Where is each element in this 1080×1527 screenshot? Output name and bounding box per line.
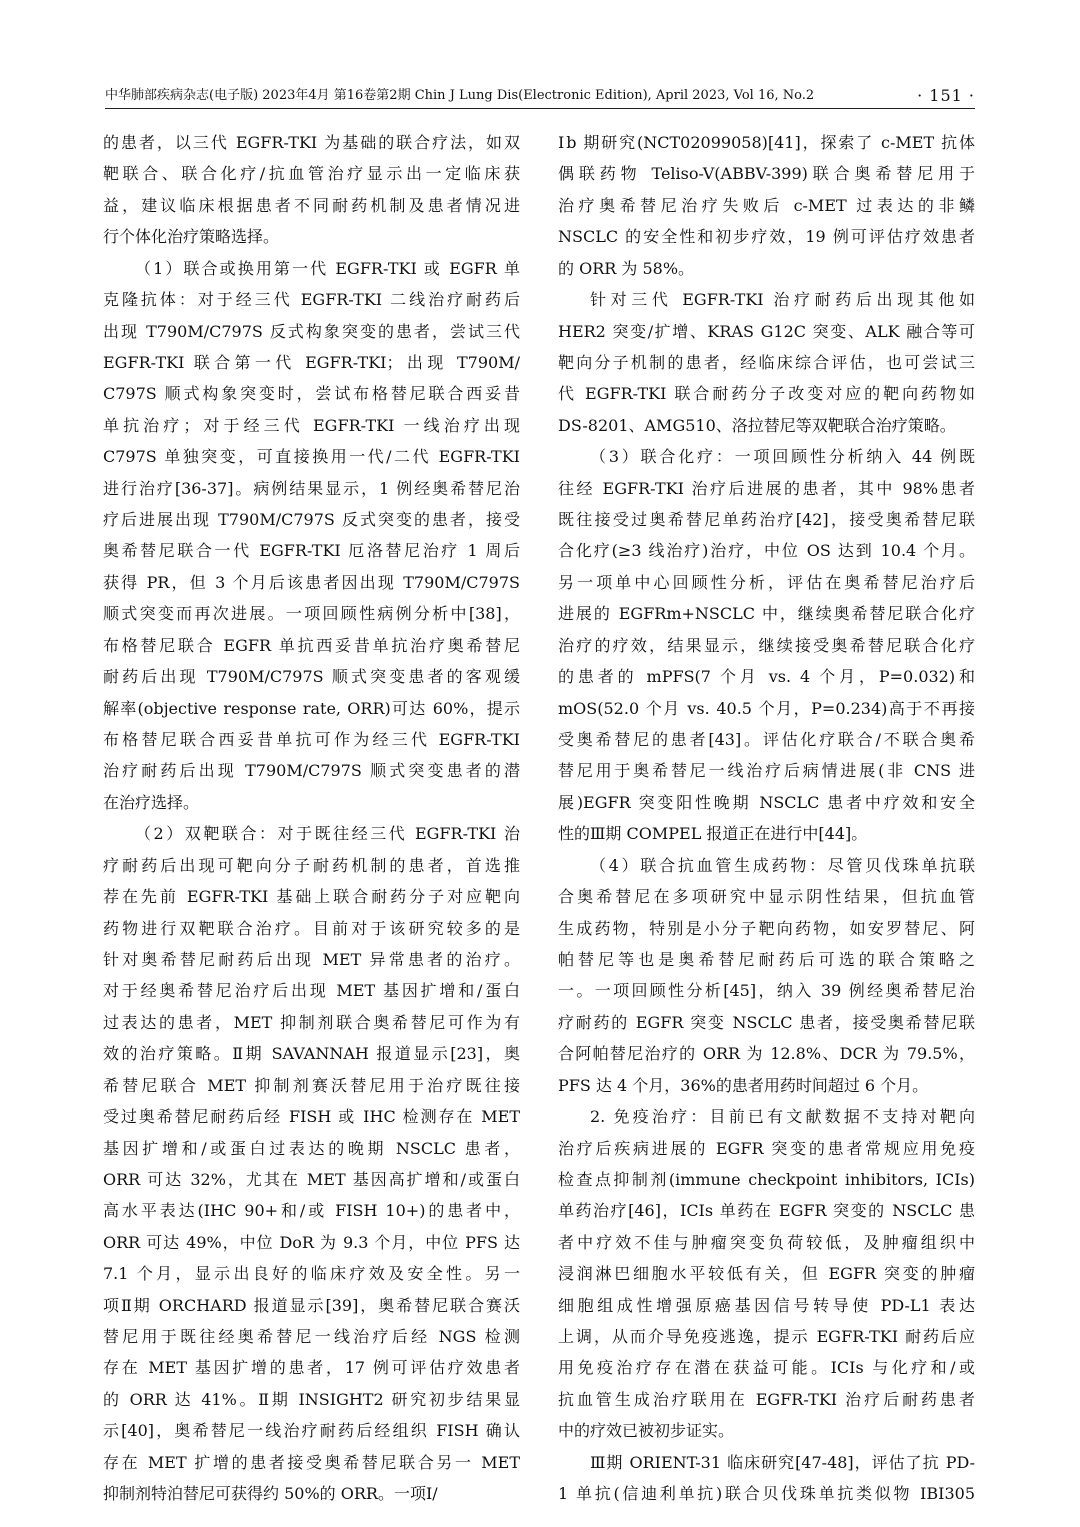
text-line: 靶联合、联合化疗/抗血管治疗显示出一定临床获 (103, 164, 520, 184)
text-line: 治疗的疗效，结果显示，继续接受奥希替尼联合化疗 (558, 635, 975, 655)
text-line: 在治疗选择。 (103, 792, 200, 812)
text-line: 帕替尼等也是奥希替尼耐药后可选的联合策略之 (558, 949, 975, 969)
text-line: 存在 MET 扩增的患者接受奥希替尼联合另一 MET (103, 1452, 520, 1472)
text-line: （3）联合化疗：一项回顾性分析纳入 44 例既 (590, 447, 975, 467)
text-line: 存在 MET 基因扩增的患者，17 例可评估疗效患者 (103, 1358, 520, 1378)
text-line: 获得 PR，但 3 个月后该患者因出现 T790M/C797S (103, 572, 520, 592)
text-line: 受奥希替尼的患者[43]。评估化疗联合/不联合奥希 (558, 730, 975, 750)
text-line: C797S 顺式构象突变时，尝试布格替尼联合西妥昔 (103, 384, 520, 404)
text-line: 往经 EGFR-TKI 治疗后进展的患者，其中 98%患者 (558, 478, 975, 498)
text-line: DS-8201、AMG510、洛拉替尼等双靶联合治疗策略。 (558, 415, 956, 435)
text-line: HER2 突变/扩增、KRAS G12C 突变、ALK 融合等可 (558, 321, 975, 341)
text-line: 检查点抑制剂(immune checkpoint inhibitors, ICIs) (558, 1169, 975, 1189)
text-line: 治疗奥希替尼治疗失败后 c-MET 过表达的非鳞 (558, 195, 975, 215)
text-line: 浸润淋巴细胞水平较低有关，但 EGFR 突变的肿瘤 (558, 1264, 975, 1284)
text-line: 性的Ⅲ期 COMPEL 报道正在进行中[44]。 (558, 824, 868, 844)
text-line: 替尼用于既往经奥希替尼一线治疗后经 NGS 检测 (103, 1327, 520, 1347)
text-line: 的 ORR 达 41%。Ⅱ期 INSIGHT2 研究初步结果显 (103, 1389, 520, 1409)
text-line: 的患者，以三代 EGFR-TKI 为基础的联合疗法，如双 (103, 133, 520, 152)
text-line: 过表达的患者，MET 抑制剂联合奥希替尼可作为有 (103, 1012, 520, 1032)
text-line: 单抗治疗；对于经三代 EGFR-TKI 一线治疗出现 (103, 415, 520, 435)
text-line: 疗后进展出现 T790M/C797S 反式突变的患者，接受 (103, 510, 520, 530)
text-line: （4）联合抗血管生成药物：尽管贝伐珠单抗联 (590, 855, 975, 875)
text-line: EGFR-TKI 联合第一代 EGFR-TKI；出现 T790M/ (103, 352, 520, 372)
text-line: 生成药物，特别是小分子靶向药物，如安罗替尼、阿 (558, 918, 975, 938)
text-line: 1 单抗(信迪利单抗)联合贝伐珠单抗类似物 IBI305 (558, 1484, 975, 1504)
text-line: 基因扩增和/或蛋白过表达的晚期 NSCLC 患者， (103, 1138, 520, 1158)
text-line: 行个体化治疗策略选择。 (103, 227, 280, 247)
text-line: 益，建议临床根据患者不同耐药机制及患者情况进 (103, 195, 520, 215)
text-line: 抑制剂特泊替尼可获得约 50%的 ORR。一项Ⅰ/ (103, 1484, 438, 1504)
text-line: 替尼用于奥希替尼一线治疗后病情进展(非 CNS 进 (558, 761, 975, 781)
right-column (558, 127, 975, 1510)
text-line: 合阿帕替尼治疗的 ORR 为 12.8%、DCR 为 79.5%， (558, 1044, 975, 1064)
text-line: 布格替尼联合 EGFR 单抗西妥昔单抗治疗奥希替尼 (103, 635, 520, 655)
text-line: 对于经奥希替尼治疗后出现 MET 基因扩增和/蛋白 (103, 981, 520, 1001)
text-line: 药物进行双靶联合治疗。目前对于该研究较多的是 (103, 918, 520, 938)
text-line: 抗血管生成治疗联用在 EGFR-TKI 治疗后耐药患者 (558, 1389, 975, 1409)
text-line: 受过奥希替尼耐药后经 FISH 或 IHC 检测存在 MET (103, 1107, 520, 1127)
left-column (103, 127, 520, 1510)
text-line: 荐在先前 EGFR-TKI 基础上联合耐药分子对应靶向 (103, 887, 520, 907)
text-line: 示[40]，奥希替尼一线治疗耐药后经组织 FISH 确认 (103, 1421, 520, 1441)
text-line: 2. 免疫治疗：目前已有文献数据不支持对靶向 (590, 1107, 975, 1127)
text-line: 疗耐药后出现可靶向分子耐药机制的患者，首选推 (103, 855, 520, 875)
text-line: 效的治疗策略。Ⅱ期 SAVANNAH 报道显示[23]，奥 (103, 1044, 520, 1064)
text-line: 展)EGFR 突变阳性晚期 NSCLC 患者中疗效和安全 (558, 792, 975, 812)
text-line: 偶联药物 Teliso-V(ABBV-399)联合奥希替尼用于 (558, 164, 975, 184)
text-line: C797S 单独突变，可直接换用一代/二代 EGFR-TKI (103, 447, 520, 467)
journal-citation: 中华肺部疾病杂志(电子版) 2023年4月 第16卷第2期 Chin J Lung Dis(Electronic Edition), April 2023, Vol 16, No.2 (105, 88, 815, 103)
text-line: 解率(objective response rate, ORR)可达 60%，提示 (103, 698, 520, 718)
text-line: 一。一项回顾性分析[45]，纳入 39 例经奥希替尼治 (558, 981, 975, 1001)
text-line: 治疗后疾病进展的 EGFR 突变的患者常规应用免疫 (558, 1138, 975, 1158)
text-line: 靶向分子机制的患者，经临床综合评估，也可尝试三 (558, 352, 975, 372)
text-line: 针对奥希替尼耐药后出现 MET 异常患者的治疗。 (103, 949, 520, 969)
text-line: 另一项单中心回顾性分析，评估在奥希替尼治疗后 (558, 572, 975, 592)
text-line: PFS 达 4 个月，36%的患者用药时间超过 6 个月。 (558, 1075, 929, 1095)
text-line: 的 ORR 为 58%。 (558, 258, 695, 278)
text-line: Ⅰb 期研究(NCT02099058)[41]，探索了 c-MET 抗体 (558, 133, 975, 152)
text-line: 合奥希替尼在多项研究中显示阴性结果，但抗血管 (558, 887, 975, 907)
text-line: 疗耐药的 EGFR 突变 NSCLC 患者，接受奥希替尼联 (558, 1012, 975, 1032)
text-line: 合化疗(≥3 线治疗)治疗，中位 OS 达到 10.4 个月。 (558, 541, 975, 561)
text-line: 针对三代 EGFR-TKI 治疗耐药后出现其他如 (590, 290, 975, 310)
text-line: mOS(52.0 个月 vs. 40.5 个月，P=0.234)高于不再接 (558, 698, 975, 718)
text-line: 出现 T790M/C797S 反式构象突变的患者，尝试三代 (103, 321, 520, 341)
text-line: 克隆抗体：对于经三代 EGFR-TKI 二线治疗耐药后 (103, 290, 520, 310)
text-line: 中的疗效已被初步证实。 (558, 1421, 735, 1441)
text-line: 高水平表达(IHC 90+和/或 FISH 10+)的患者中， (103, 1201, 520, 1221)
text-line: 进行治疗[36-37]。病例结果显示，1 例经奥希替尼治 (103, 478, 520, 498)
text-line: 代 EGFR-TKI 联合耐药分子改变对应的靶向药物如 (558, 384, 975, 404)
text-line: 进展的 EGFRm+NSCLC 中，继续奥希替尼联合化疗 (558, 604, 975, 624)
text-line: 布格替尼联合西妥昔单抗可作为经三代 EGFR-TKI (103, 730, 520, 750)
text-line: 细胞组成性增强原癌基因信号转导使 PD-L1 表达 (558, 1295, 975, 1315)
text-line: （1）联合或换用第一代 EGFR-TKI 或 EGFR 单 (135, 258, 520, 278)
text-line: 用免疫治疗存在潜在获益可能。ICIs 与化疗和/或 (558, 1358, 975, 1378)
text-line: 7.1 个月，显示出良好的临床疗效及安全性。另一 (103, 1264, 520, 1284)
text-line: （2）双靶联合：对于既往经三代 EGFR-TKI 治 (135, 824, 520, 844)
text-line: 项Ⅱ期 ORCHARD 报道显示[39]，奥希替尼联合赛沃 (103, 1295, 520, 1315)
text-line: ORR 可达 49%，中位 DoR 为 9.3 个月，中位 PFS 达 (103, 1232, 520, 1252)
text-line: 的患者的 mPFS(7 个月 vs. 4 个月，P=0.032)和 (558, 667, 975, 687)
text-line: 顺式突变而再次进展。一项回顾性病例分析中[38]， (103, 604, 520, 624)
text-line: 治疗耐药后出现 T790M/C797S 顺式突变患者的潜 (103, 761, 520, 781)
text-line: NSCLC 的安全性和初步疗效，19 例可评估疗效患者 (558, 227, 975, 247)
page-number: · 151 · (917, 86, 975, 105)
text-line: 耐药后出现 T790M/C797S 顺式突变患者的客观缓 (103, 667, 520, 687)
text-line: Ⅲ期 ORIENT-31 临床研究[47-48]，评估了抗 PD- (590, 1452, 975, 1472)
text-line: 奥希替尼联合一代 EGFR-TKI 厄洛替尼治疗 1 周后 (103, 541, 520, 561)
text-line: 上调，从而介导免疫逃逸，提示 EGFR-TKI 耐药后应 (558, 1327, 975, 1347)
text-line: 者中疗效不佳与肿瘤突变负荷较低，及肿瘤组织中 (558, 1232, 975, 1252)
text-line: 既往接受过奥希替尼单药治疗[42]，接受奥希替尼联 (558, 510, 975, 530)
text-line: 单药治疗[46]，ICIs 单药在 EGFR 突变的 NSCLC 患 (558, 1201, 975, 1221)
text-line: ORR 可达 32%，尤其在 MET 基因高扩增和/或蛋白 (103, 1169, 520, 1189)
running-header (105, 82, 975, 109)
text-line: 希替尼联合 MET 抑制剂赛沃替尼用于治疗既往接 (103, 1075, 520, 1095)
